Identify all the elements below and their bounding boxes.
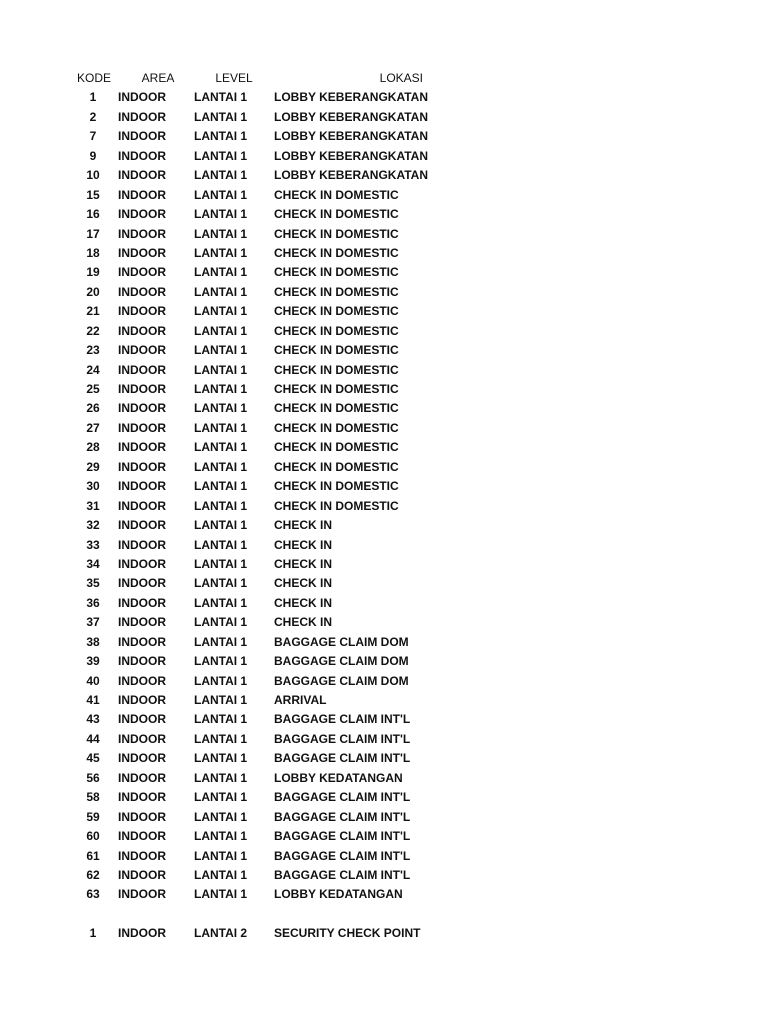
cell-area[interactable]: INDOOR [118,615,166,630]
cell-kode[interactable]: 26 [86,401,100,416]
cell-area[interactable]: INDOOR [118,790,166,805]
table-row [0,438,768,457]
cell-kode[interactable]: 45 [86,751,100,766]
cell-kode[interactable]: 1 [89,926,97,941]
cell-lokasi[interactable]: CHECK IN DOMESTIC [274,498,399,513]
cell-level[interactable]: LANTAI 1 [194,148,248,163]
cell-kode[interactable]: 38 [86,634,100,649]
cell-area[interactable]: INDOOR [118,226,166,241]
table-row [0,672,768,691]
cell-area[interactable]: INDOOR [118,245,166,260]
table-row [0,361,768,380]
cell-kode[interactable]: 41 [86,693,100,707]
cell-area[interactable]: INDOOR [118,518,166,533]
cell-kode[interactable]: 37 [86,615,100,630]
cell-kode[interactable]: 29 [86,459,100,474]
cell-area[interactable]: INDOOR [118,90,166,105]
cell-level[interactable]: LANTAI 1 [194,595,248,610]
cell-kode[interactable]: 32 [86,518,100,533]
table-row [0,574,768,593]
cell-kode[interactable]: 23 [86,343,100,358]
cell-level[interactable]: LANTAI 1 [194,712,248,727]
table-row [0,302,768,321]
cell-kode[interactable]: 19 [86,265,100,280]
table-row [0,147,768,166]
cell-kode[interactable]: 24 [86,362,100,377]
cell-area[interactable]: INDOOR [118,537,166,552]
cell-kode[interactable]: 27 [86,420,100,435]
cell-area[interactable]: INDOOR [118,751,166,766]
cell-kode[interactable]: 43 [86,712,100,727]
cell-area[interactable]: INDOOR [118,498,166,513]
cell-lokasi[interactable]: LOBBY KEBERANGKATAN [274,129,429,144]
cell-kode[interactable]: 40 [86,673,100,688]
table-row [0,244,768,263]
cell-lokasi[interactable]: BAGGAGE CLAIM DOM [274,673,409,688]
table-row [0,263,768,282]
cell-level[interactable]: LANTAI 1 [194,109,248,124]
table-row [0,847,768,866]
blank-row [0,905,768,924]
header-area[interactable]: AREA [141,71,175,85]
cell-area[interactable]: INDOOR [118,401,166,416]
cell-lokasi[interactable]: CHECK IN DOMESTIC [274,479,399,494]
cell-kode[interactable]: 17 [86,226,100,241]
cell-kode[interactable]: 39 [86,654,100,669]
cell-area[interactable]: INDOOR [118,809,166,824]
cell-level[interactable]: LANTAI 1 [194,673,248,688]
cell-lokasi[interactable]: CHECK IN DOMESTIC [274,187,399,202]
cell-lokasi[interactable]: CHECK IN DOMESTIC [274,323,399,338]
cell-level[interactable]: LANTAI 1 [194,245,248,260]
cell-lokasi[interactable]: BAGGAGE CLAIM DOM [274,634,409,649]
cell-lokasi[interactable]: CHECK IN DOMESTIC [274,245,399,260]
table-row [0,127,768,146]
table-row [0,808,768,827]
table-row [0,710,768,729]
cell-lokasi[interactable]: BAGGAGE CLAIM INT'L [274,809,411,824]
cell-area[interactable]: INDOOR [118,595,166,610]
table-row [0,88,768,107]
cell-level[interactable]: LANTAI 1 [194,284,248,299]
table-row [0,108,768,127]
header-kode[interactable]: KODE [76,71,111,85]
cell-level[interactable]: LANTAI 1 [194,362,248,377]
cell-lokasi[interactable]: SECURITY CHECK POINT [274,926,421,941]
cell-level[interactable]: LANTAI 1 [194,420,248,435]
cell-level[interactable]: LANTAI 1 [194,187,248,202]
cell-level[interactable]: LANTAI 1 [194,265,248,280]
cell-lokasi[interactable]: ARRIVAL [274,693,327,707]
cell-kode[interactable]: 9 [89,148,97,163]
table-row [0,633,768,652]
cell-level[interactable]: LANTAI 1 [194,615,248,630]
cell-area[interactable]: INDOOR [118,867,166,882]
cell-kode[interactable]: 10 [86,168,100,183]
cell-level[interactable]: LANTAI 1 [194,867,248,882]
cell-area[interactable]: INDOOR [118,343,166,358]
cell-kode[interactable]: 28 [86,440,100,455]
cell-level[interactable]: LANTAI 1 [194,634,248,649]
cell-area[interactable]: INDOOR [118,187,166,202]
cell-lokasi[interactable]: BAGGAGE CLAIM INT'L [274,790,411,805]
cell-level[interactable]: LANTAI 1 [194,731,248,746]
table-row [0,399,768,418]
cell-level[interactable]: LANTAI 1 [194,518,248,533]
table-row [0,652,768,671]
cell-area[interactable]: INDOOR [118,382,166,396]
table-row [0,749,768,768]
cell-level[interactable]: LANTAI 1 [194,479,248,494]
table-row [0,166,768,185]
table-row [0,885,768,904]
table-row [0,205,768,224]
cell-lokasi[interactable]: CHECK IN [274,518,333,533]
cell-lokasi[interactable]: CHECK IN [274,615,333,630]
cell-lokasi[interactable]: BAGGAGE CLAIM INT'L [274,712,411,727]
cell-level[interactable]: LANTAI 1 [194,693,248,707]
table-row [0,419,768,438]
cell-kode[interactable]: 62 [86,867,100,882]
cell-level[interactable]: LANTAI 1 [194,343,248,358]
cell-area[interactable]: INDOOR [118,829,166,844]
cell-level[interactable]: LANTAI 1 [194,207,248,222]
cell-kode[interactable]: 16 [86,207,100,222]
table-row [0,769,768,788]
table-row [0,477,768,496]
cell-level[interactable]: LANTAI 1 [194,790,248,805]
cell-area[interactable]: INDOOR [118,362,166,377]
cell-kode[interactable]: 36 [86,595,100,610]
cell-area[interactable]: INDOOR [118,654,166,669]
table-row [0,555,768,574]
cell-level[interactable]: LANTAI 1 [194,576,248,591]
cell-kode[interactable]: 33 [86,537,100,552]
cell-kode[interactable]: 20 [86,284,100,299]
cell-area[interactable]: INDOOR [118,109,166,124]
cell-lokasi[interactable]: BAGGAGE CLAIM INT'L [274,731,411,746]
cell-area[interactable]: INDOOR [118,887,166,902]
cell-lokasi[interactable]: CHECK IN DOMESTIC [274,343,399,358]
table-row [0,613,768,632]
cell-level[interactable]: LANTAI 1 [194,401,248,416]
cell-level[interactable]: LANTAI 1 [194,498,248,513]
cell-lokasi[interactable]: CHECK IN DOMESTIC [274,440,399,455]
cell-area[interactable]: INDOOR [118,265,166,280]
table-row [0,283,768,302]
cell-lokasi[interactable]: CHECK IN DOMESTIC [274,362,399,377]
cell-lokasi[interactable]: BAGGAGE CLAIM INT'L [274,867,411,882]
cell-area[interactable]: INDOOR [118,712,166,727]
cell-area[interactable]: INDOOR [118,129,166,144]
cell-lokasi[interactable]: CHECK IN DOMESTIC [274,226,399,241]
cell-level[interactable]: LANTAI 1 [194,751,248,766]
header-lokasi[interactable]: LOKASI [379,71,423,85]
cell-area[interactable]: INDOOR [118,926,166,941]
cell-kode[interactable]: 31 [86,498,100,513]
cell-lokasi[interactable]: CHECK IN DOMESTIC [274,304,399,319]
cell-kode[interactable]: 59 [86,809,100,824]
cell-area[interactable]: INDOOR [118,693,166,707]
cell-kode[interactable]: 7 [89,129,97,144]
cell-area[interactable]: INDOOR [118,770,166,785]
cell-area[interactable]: INDOOR [118,440,166,455]
table-row [0,866,768,885]
cell-kode[interactable]: 60 [86,829,100,844]
cell-area[interactable]: INDOOR [118,556,166,571]
cell-level[interactable]: LANTAI 1 [194,809,248,824]
cell-area[interactable]: INDOOR [118,479,166,494]
table-row [0,730,768,749]
cell-level[interactable]: LANTAI 1 [194,129,248,144]
cell-area[interactable]: INDOOR [118,207,166,222]
cell-kode[interactable]: 18 [86,245,100,260]
table-row [0,924,768,943]
table-row [0,458,768,477]
cell-lokasi[interactable]: LOBBY KEDATANGAN [274,770,403,785]
cell-lokasi[interactable]: LOBBY KEBERANGKATAN [274,168,429,183]
cell-kode[interactable]: 30 [86,479,100,494]
table-row [0,225,768,244]
cell-area[interactable]: INDOOR [118,148,166,163]
table-row [0,322,768,341]
table-row [0,341,768,360]
cell-kode[interactable]: 25 [86,382,100,396]
cell-level[interactable]: LANTAI 1 [194,304,248,319]
cell-area[interactable]: INDOOR [118,304,166,319]
cell-lokasi[interactable]: BAGGAGE CLAIM INT'L [274,848,411,863]
cell-area[interactable]: INDOOR [118,576,166,591]
cell-kode[interactable]: 15 [86,187,100,202]
table-body [0,88,768,943]
cell-lokasi[interactable]: CHECK IN DOMESTIC [274,382,399,396]
cell-area[interactable]: INDOOR [118,420,166,435]
cell-level[interactable]: LANTAI 1 [194,459,248,474]
cell-level[interactable]: LANTAI 1 [194,323,248,338]
cell-kode[interactable]: 2 [89,109,97,124]
cell-lokasi[interactable]: BAGGAGE CLAIM DOM [274,654,409,669]
cell-area[interactable]: INDOOR [118,634,166,649]
cell-level[interactable]: LANTAI 1 [194,226,248,241]
cell-area[interactable]: INDOOR [118,459,166,474]
cell-kode[interactable]: 44 [86,731,100,746]
cell-kode[interactable]: 58 [86,790,100,805]
cell-lokasi[interactable]: CHECK IN DOMESTIC [274,265,399,280]
cell-level[interactable]: LANTAI 1 [194,440,248,455]
cell-lokasi[interactable]: BAGGAGE CLAIM INT'L [274,751,411,766]
cell-lokasi[interactable]: LOBBY KEBERANGKATAN [274,148,429,163]
cell-area[interactable]: INDOOR [118,731,166,746]
cell-lokasi[interactable]: BAGGAGE CLAIM INT'L [274,829,411,844]
cell-level[interactable]: LANTAI 1 [194,537,248,552]
cell-level[interactable]: LANTAI 1 [194,90,248,105]
cell-lokasi[interactable]: CHECK IN [274,537,333,552]
cell-lokasi[interactable]: LOBBY KEBERANGKATAN [274,109,429,124]
cell-lokasi[interactable]: LOBBY KEDATANGAN [274,887,403,902]
header-row [0,69,768,88]
table-row [0,594,768,613]
cell-area[interactable]: INDOOR [118,673,166,688]
cell-kode[interactable]: 1 [89,90,97,105]
cell-lokasi[interactable]: LOBBY KEBERANGKATAN [274,90,429,105]
cell-lokasi[interactable]: CHECK IN DOMESTIC [274,420,399,435]
table-row [0,497,768,516]
cell-level[interactable]: LANTAI 1 [194,887,248,902]
cell-level[interactable]: LANTAI 1 [194,556,248,571]
cell-lokasi[interactable]: CHECK IN DOMESTIC [274,284,399,299]
cell-level[interactable]: LANTAI 1 [194,829,248,844]
cell-level[interactable]: LANTAI 1 [194,848,248,863]
cell-level[interactable]: LANTAI 1 [194,382,248,396]
cell-area[interactable]: INDOOR [118,168,166,183]
cell-kode[interactable]: 34 [86,556,100,571]
table-row [0,186,768,205]
table-row [0,827,768,846]
cell-area[interactable]: INDOOR [118,284,166,299]
cell-kode[interactable]: 35 [86,576,100,591]
cell-kode[interactable]: 56 [86,770,100,785]
cell-level[interactable]: LANTAI 1 [194,770,248,785]
cell-area[interactable]: INDOOR [118,323,166,338]
table-row [0,516,768,535]
cell-kode[interactable]: 63 [86,887,100,902]
header-level[interactable]: LEVEL [215,71,253,85]
cell-kode[interactable]: 22 [86,323,100,338]
cell-lokasi[interactable]: CHECK IN [274,595,333,610]
cell-level[interactable]: LANTAI 2 [194,926,248,941]
table-row [0,536,768,555]
cell-lokasi[interactable]: CHECK IN [274,576,333,591]
table-row [0,788,768,807]
cell-lokasi[interactable]: CHECK IN [274,556,333,571]
cell-level[interactable]: LANTAI 1 [194,168,248,183]
cell-kode[interactable]: 21 [86,304,100,319]
table-row [0,691,768,710]
cell-level[interactable]: LANTAI 1 [194,654,248,669]
table-row [0,380,768,399]
cell-lokasi[interactable]: CHECK IN DOMESTIC [274,401,399,416]
cell-lokasi[interactable]: CHECK IN DOMESTIC [274,459,399,474]
cell-area[interactable]: INDOOR [118,848,166,863]
cell-lokasi[interactable]: CHECK IN DOMESTIC [274,207,399,222]
cell-kode[interactable]: 61 [86,848,100,863]
spreadsheet-sheet [0,69,768,944]
